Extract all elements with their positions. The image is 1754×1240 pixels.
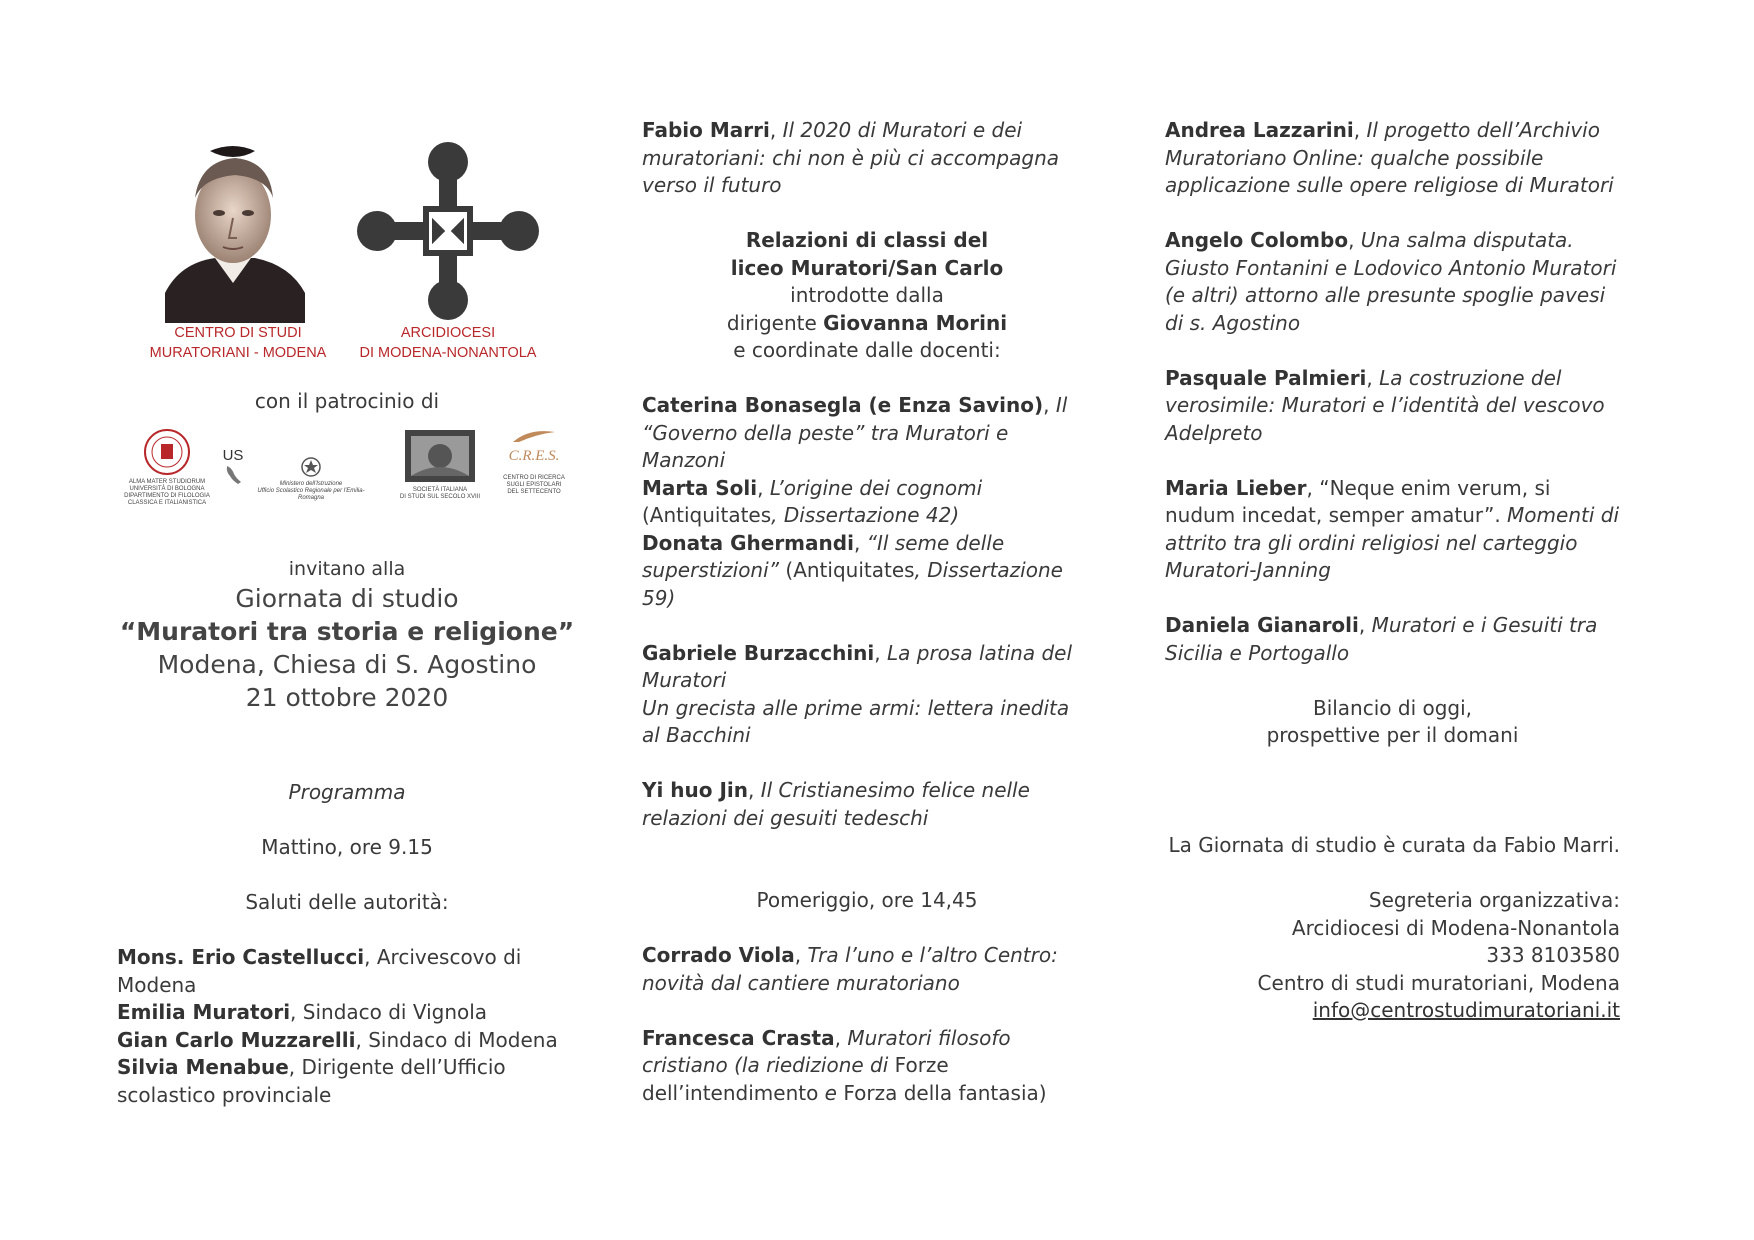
invitano-text: invitano alla (288, 558, 406, 580)
sis-logo: SOCIETÀ ITALIANA DI STUDI SUL SECOLO XVIII (395, 428, 485, 501)
talk-ghermandi: Donata Ghermandi, “Il seme delle superstizioni” (Antiquitates, Dissertazione 59) (642, 530, 1063, 610)
muratori-portrait-icon (155, 143, 312, 323)
ministero-logo: Ministero dell'Istruzione Ufficio Scolastico Regionale per l'Emilia-Romagna (251, 456, 371, 502)
emblem-icon (300, 456, 322, 478)
engraving-icon (403, 428, 477, 484)
talk-lazzarini: Andrea Lazzarini, Il progetto dell’Archivio Muratoriano Online: qualche possibile applicazione sulle opere religiose di Muratori (1165, 118, 1614, 197)
authority-entry: Silvia Menabue, Dirigente dell’Ufficio scolastico provinciale (117, 1055, 506, 1107)
email-link[interactable]: info@centrostudimuratoriani.it (1312, 998, 1620, 1022)
quill-icon (509, 428, 559, 444)
patrocinio-text: con il patrocinio di (254, 389, 440, 413)
talk-palmieri: Pasquale Palmieri, La costruzione del verosimile: Muratori e l’identità del vescovo Adelpreto (1165, 365, 1605, 445)
segreteria-block: Segreteria organizzativa: Arcidiocesi di Modena-Nonantola 333 8103580 Centro di studi muratoriani, Modena info@centrostudimuratoriani.it (1257, 888, 1620, 1022)
cres-logo: C.R.E.S. CENTRO DI RICERCA SUGLI EPISTOLARI DEL SETTECENTO (491, 428, 577, 496)
archdiocese-cross-icon (353, 140, 543, 322)
talk-bonasegla: Caterina Bonasegla (e Enza Savino), Il “Governo della peste” tra Muratori e Manzoni (642, 393, 1068, 472)
pomeriggio-time: Pomeriggio, ore 14,45 (756, 888, 978, 912)
talk-jin: Yi huo Jin, Il Cristianesimo felice nelle relazioni dei gesuiti tedeschi (642, 778, 1030, 830)
italy-map-icon (222, 464, 244, 488)
arcidiocesi-label: ARCIDIOCESI DI MODENA-NONANTOLA (359, 325, 537, 361)
invitation-block (117, 556, 577, 714)
centro-studi-label: CENTRO DI STUDI MURATORIANI - MODENA (149, 325, 327, 361)
event-title: “Muratori tra storia e religione” (119, 617, 575, 646)
saluti-heading: Saluti delle autorità: (245, 890, 449, 914)
giornata-text: Giornata di studio (235, 584, 459, 613)
talk-lieber: Maria Lieber, “Neque enim verum, si nudum incedat, semper amatur”. Momenti di attrito tra gli ordini religiosi nel carteggio Muratori-Janning (1165, 475, 1620, 582)
program-column-2 (642, 117, 1092, 1107)
unibo-logo: ALMA MATER STUDIORUM UNIVERSITÀ DI BOLOGNA DIPARTIMENTO DI FILOLOGIA CLASSICA E ITALIANISTICA (117, 428, 217, 507)
talk-colombo: Angelo Colombo, Una salma disputata. Giusto Fontanini e Lodovico Antonio Muratori (e altri) attorno alle presunte spoglie pavesi di s. Agostino (1165, 228, 1617, 335)
authority-entry: Emilia Muratori, Sindaco di Vignola (117, 1000, 488, 1024)
program-column-3 (1165, 117, 1620, 1025)
usr-logo: US (219, 448, 247, 492)
talk-burzacchini: Gabriele Burzacchini, La prosa latina del Muratori Un grecista alle prime armi: lettera inedita al Bacchini (642, 640, 1072, 747)
programma-heading: Programma (288, 780, 406, 804)
talk-gianaroli: Daniela Gianaroli, Muratori e i Gesuiti tra Sicilia e Portogallo (1165, 613, 1598, 665)
talk-soli: Marta Soli, L’origine dei cognomi (Antiquitates, Dissertazione 42) (642, 475, 983, 527)
relazioni-block: Relazioni di classi del liceo Muratori/San Carlo introdotte dalla dirigente Giovanna Morini e coordinate dalle docenti: (726, 228, 1008, 362)
unibo-seal-icon (142, 428, 192, 476)
bilancio-block: Bilancio di oggi, prospettive per il domani (1266, 695, 1519, 747)
authority-entry: Mons. Erio Castellucci, Arcivescovo di Modena (117, 945, 522, 997)
top-logos (138, 140, 558, 370)
curata-text: La Giornata di studio è curata da Fabio Marri. (1168, 833, 1620, 857)
program-morning (117, 779, 577, 1109)
talk-crasta: Francesca Crasta, Muratori filosofo cristiano (la riedizione di Forze dell’intendimento e Forza della fantasia) (642, 1025, 1047, 1105)
event-place: Modena, Chiesa di S. Agostino (157, 650, 537, 679)
authority-entry: Gian Carlo Muzzarelli, Sindaco di Modena (117, 1027, 558, 1052)
patron-logos (117, 428, 577, 518)
mattino-time: Mattino, ore 9.15 (261, 835, 433, 859)
event-date: 21 ottobre 2020 (245, 683, 449, 712)
talk-marri: Fabio Marri, Il 2020 di Muratori e dei muratoriani: chi non è più ci accompagna verso il futuro (642, 118, 1060, 197)
talk-viola: Corrado Viola, Tra l’uno e l’altro Centro: novità dal cantiere muratoriano (642, 943, 1058, 995)
